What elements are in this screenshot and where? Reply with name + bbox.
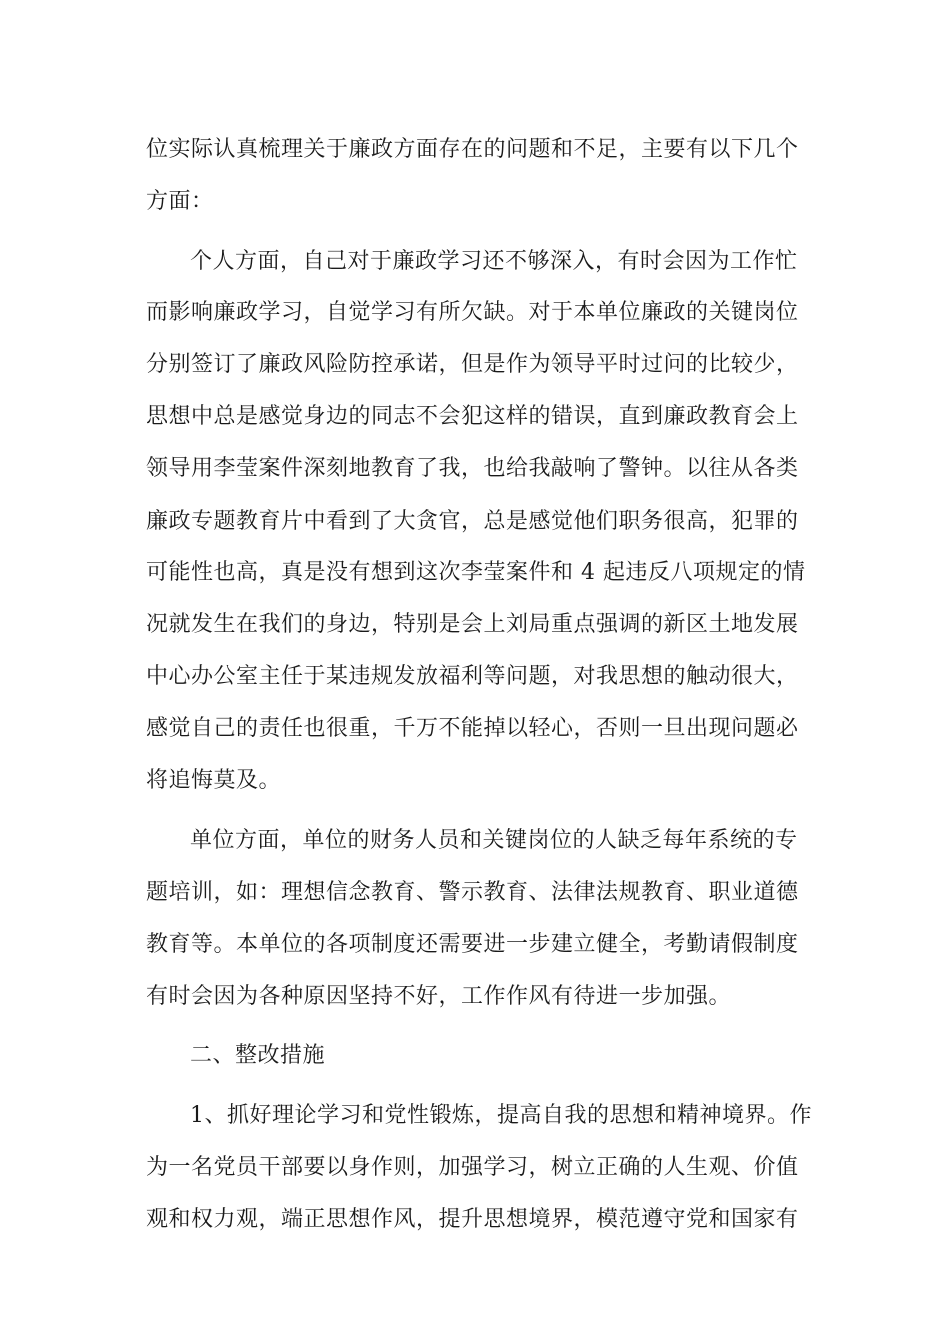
text-line: 位实际认真梳理关于廉政方面存在的问题和不足，主要有以下几个: [146, 137, 799, 162]
text-line: 题培训，如：理想信念教育、警示教育、法律法规教育、职业道德: [146, 880, 799, 905]
text-line: 廉政专题教育片中看到了大贪官，总是感觉他们职务很高，犯罪的: [146, 509, 799, 534]
text-line: 方面：: [146, 189, 214, 214]
text-line: 为一名党员干部要以身作则，加强学习，树立正确的人生观、价值: [146, 1155, 799, 1180]
section-heading: 二、整改措施: [190, 1043, 326, 1068]
paragraph-first-line: 1、抓好理论学习和党性锻炼，提高自我的思想和精神境界。作: [190, 1103, 812, 1128]
text-line: 将追悔莫及。: [146, 768, 282, 793]
text-line: 教育等。本单位的各项制度还需要进一步建立健全，考勤请假制度: [146, 932, 799, 957]
text-line: 感觉自己的责任也很重，千万不能掉以轻心，否则一旦出现问题必: [146, 716, 799, 741]
text-line: 有时会因为各种原因坚持不好，工作作风有待进一步加强。: [146, 984, 732, 1009]
text-line: 分别签订了廉政风险防控承诺，但是作为领导平时过问的比较少，: [146, 352, 799, 377]
text-line: 中心办公室主任于某违规发放福利等问题，对我思想的触动很大，: [146, 664, 799, 689]
text-line: 可能性也高，真是没有想到这次李莹案件和 4 起违反八项规定的情: [146, 560, 806, 585]
text-line: 观和权力观，端正思想作风，提升思想境界，模范遵守党和国家有: [146, 1207, 799, 1232]
text-line: 领导用李莹案件深刻地教育了我，也给我敲响了警钟。以往从各类: [146, 456, 799, 481]
text-line: 而影响廉政学习，自觉学习有所欠缺。对于本单位廉政的关键岗位: [146, 300, 799, 325]
text-line: 思想中总是感觉身边的同志不会犯这样的错误，直到廉政教育会上: [146, 404, 799, 429]
text-line: 况就发生在我们的身边，特别是会上刘局重点强调的新区土地发展: [146, 612, 799, 637]
paragraph-first-line: 单位方面，单位的财务人员和关键岗位的人缺乏每年系统的专: [190, 828, 798, 853]
paragraph-first-line: 个人方面，自己对于廉政学习还不够深入，有时会因为工作忙: [190, 249, 798, 274]
